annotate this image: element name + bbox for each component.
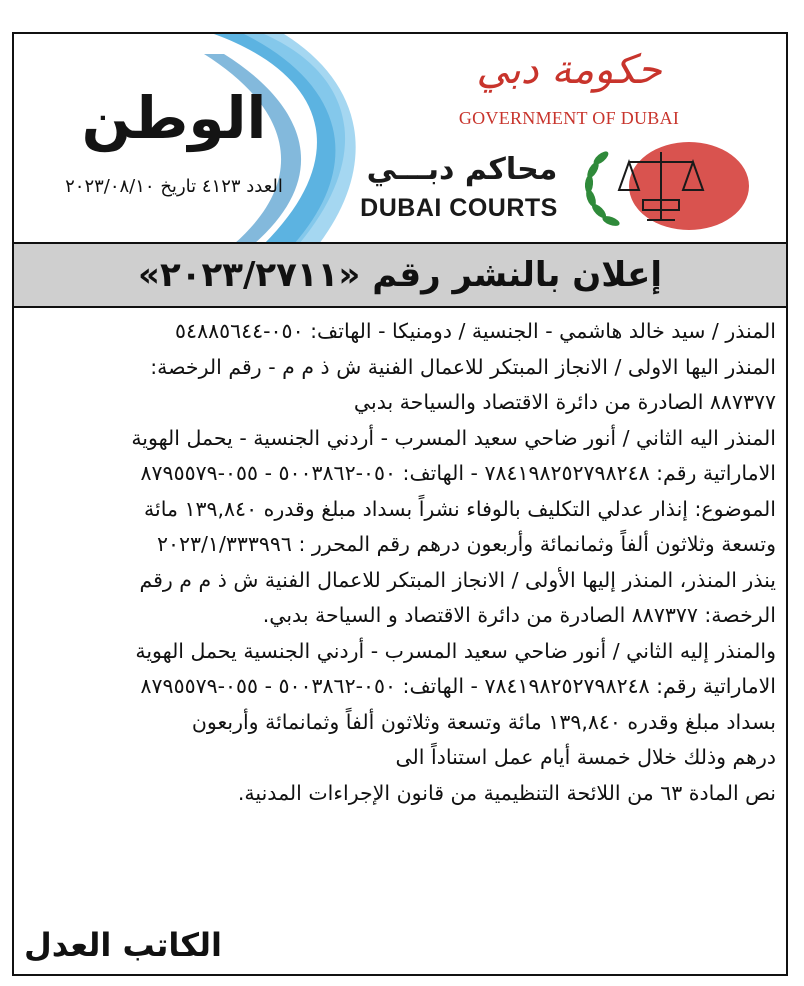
- government-logo-arabic: حكومة دبي: [476, 47, 662, 93]
- notice-line: المنذر اليه الثاني / أنور ضاحي سعيد المسرب - أردني الجنسية - يحمل الهوية: [131, 425, 776, 450]
- courts-logo-arabic: محاكم دبـــي: [366, 152, 558, 187]
- notice-line: ينذر المنذر، المنذر إليها الأولى / الانجاز المبتكر للاعمال الفنية ش ذ م م رقم: [139, 567, 776, 592]
- notice-line: المنذر / سيد خالد هاشمي - الجنسية / دومنيكا - الهاتف: ٠٥٠-٥٤٨٨٥٦٤٤: [175, 319, 776, 343]
- notice-body: [24, 314, 776, 811]
- notice-line: درهم وذلك خلال خمسة أيام عمل استناداً الى: [395, 745, 776, 769]
- notice-line: ٨٨٧٣٧٧ الصادرة من دائرة الاقتصاد والسياحة بدبي: [353, 390, 776, 414]
- dubai-courts-seal-icon: [571, 138, 751, 234]
- notice-line: نص المادة ٦٣ من اللائحة التنظيمية من قانون الإجراءات المدنية.: [237, 780, 776, 805]
- notice-title-bar: [14, 242, 786, 308]
- notice-line: الاماراتية رقم: ٧٨٤١٩٨٢٥٢٧٩٨٢٤٨ - الهاتف: ٠٥٠-٥٠٠٣٨٦٢ - ٠٥٥-٨٧٩٥٥٧٩: [140, 461, 776, 485]
- notice-frame: [12, 32, 788, 976]
- notary-signature: الكاتب العدل: [24, 926, 222, 964]
- government-logo-english: GOVERNMENT OF DUBAI: [458, 108, 680, 128]
- notice-title: إعلان بالنشر رقم «٢٠٢٣/٢٧١١»: [137, 255, 663, 295]
- issue-date-line: العدد ٤١٢٣ تاريخ ٢٠٢٣/٠٨/١٠: [65, 176, 283, 197]
- courts-logo-english: DUBAI COURTS: [360, 194, 558, 222]
- notice-line: وتسعة وثلاثون ألفاً وثمانمائة وأربعون درهم رقم المحرر : ٢٠٢٣/١/٣٣٣٩٩٦: [156, 532, 776, 556]
- notice-line: بسداد مبلغ وقدره ١٣٩,٨٤٠ مائة وتسعة وثلاثون ألفاً وثمانمائة وأربعون: [191, 709, 776, 734]
- notice-line: الرخصة: ٨٨٧٣٧٧ الصادرة من دائرة الاقتصاد و السياحة بدبي.: [262, 603, 776, 627]
- newspaper-title: الوطن: [81, 84, 267, 152]
- notice-line: الموضوع: إنذار عدلي التكليف بالوفاء نشراً بسداد مبلغ وقدره ١٣٩,٨٤٠ مائة: [144, 496, 776, 521]
- notice-line: المنذر اليها الاولى / الانجاز المبتكر للاعمال الفنية ش ذ م م - رقم الرخصة:: [150, 354, 776, 379]
- notice-line: والمنذر إليه الثاني / أنور ضاحي سعيد المسرب - أردني الجنسية يحمل الهوية: [135, 638, 776, 663]
- notice-line: الاماراتية رقم: ٧٨٤١٩٨٢٥٢٧٩٨٢٤٨ - الهاتف: ٠٥٠-٥٠٠٣٨٦٢ - ٠٥٥-٨٧٩٥٥٧٩: [140, 674, 776, 698]
